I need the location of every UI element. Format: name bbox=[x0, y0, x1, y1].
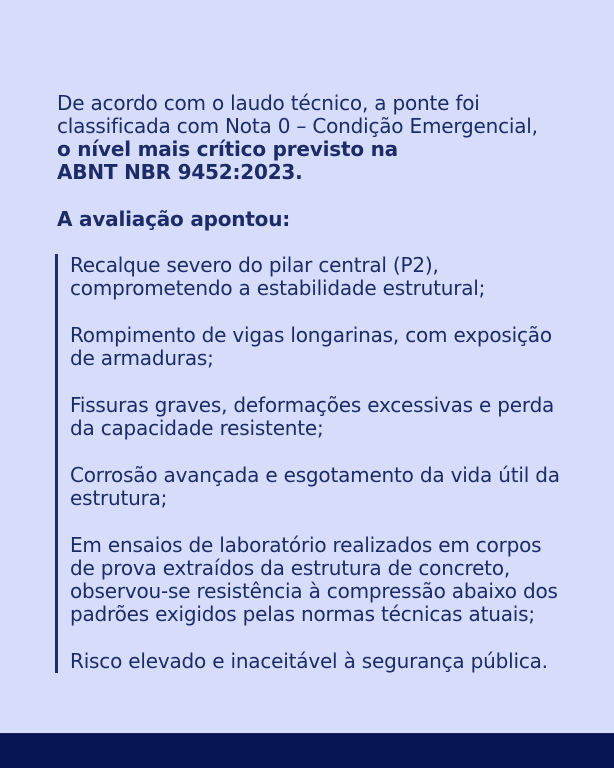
intro-line: De acordo com o laudo técnico, a ponte foi bbox=[57, 91, 480, 115]
slide-content bbox=[57, 92, 582, 673]
intro-line: classificada com Nota 0 – Condição Emergencial, bbox=[57, 114, 538, 138]
finding-line: de armaduras; bbox=[70, 346, 214, 370]
finding-line: Em ensaios de laboratório realizados em corpos bbox=[70, 533, 542, 557]
finding-line: Rompimento de vigas longarinas, com exposição bbox=[70, 323, 552, 347]
finding-line: comprometendo a estabilidade estrutural; bbox=[70, 276, 486, 300]
finding-item bbox=[70, 534, 582, 626]
intro-line: ABNT NBR 9452:2023. bbox=[57, 160, 303, 184]
footer-bar bbox=[0, 733, 614, 768]
finding-item bbox=[70, 650, 582, 673]
finding-line: estrutura; bbox=[70, 486, 168, 510]
finding-line: observou-se resistência à compressão abaixo dos bbox=[70, 579, 558, 603]
finding-item bbox=[70, 464, 582, 510]
finding-item bbox=[70, 394, 582, 440]
section-heading: A avaliação apontou: bbox=[57, 207, 291, 231]
finding-item bbox=[70, 324, 582, 370]
finding-line: de prova extraídos da estrutura de concreto, bbox=[70, 556, 511, 580]
finding-item bbox=[70, 254, 582, 300]
finding-line: da capacidade resistente; bbox=[70, 416, 324, 440]
finding-line: padrões exigidos pelas normas técnicas atuais; bbox=[70, 602, 535, 626]
finding-line: Corrosão avançada e esgotamento da vida útil da bbox=[70, 463, 560, 487]
intro-paragraph bbox=[57, 92, 582, 184]
finding-line: Recalque severo do pilar central (P2), bbox=[70, 253, 439, 277]
finding-line: Risco elevado e inaceitável à segurança pública. bbox=[70, 649, 548, 673]
finding-line: Fissuras graves, deformações excessivas e perda bbox=[70, 393, 555, 417]
findings-list bbox=[55, 254, 582, 673]
intro-line: o nível mais crítico previsto na bbox=[57, 137, 398, 161]
